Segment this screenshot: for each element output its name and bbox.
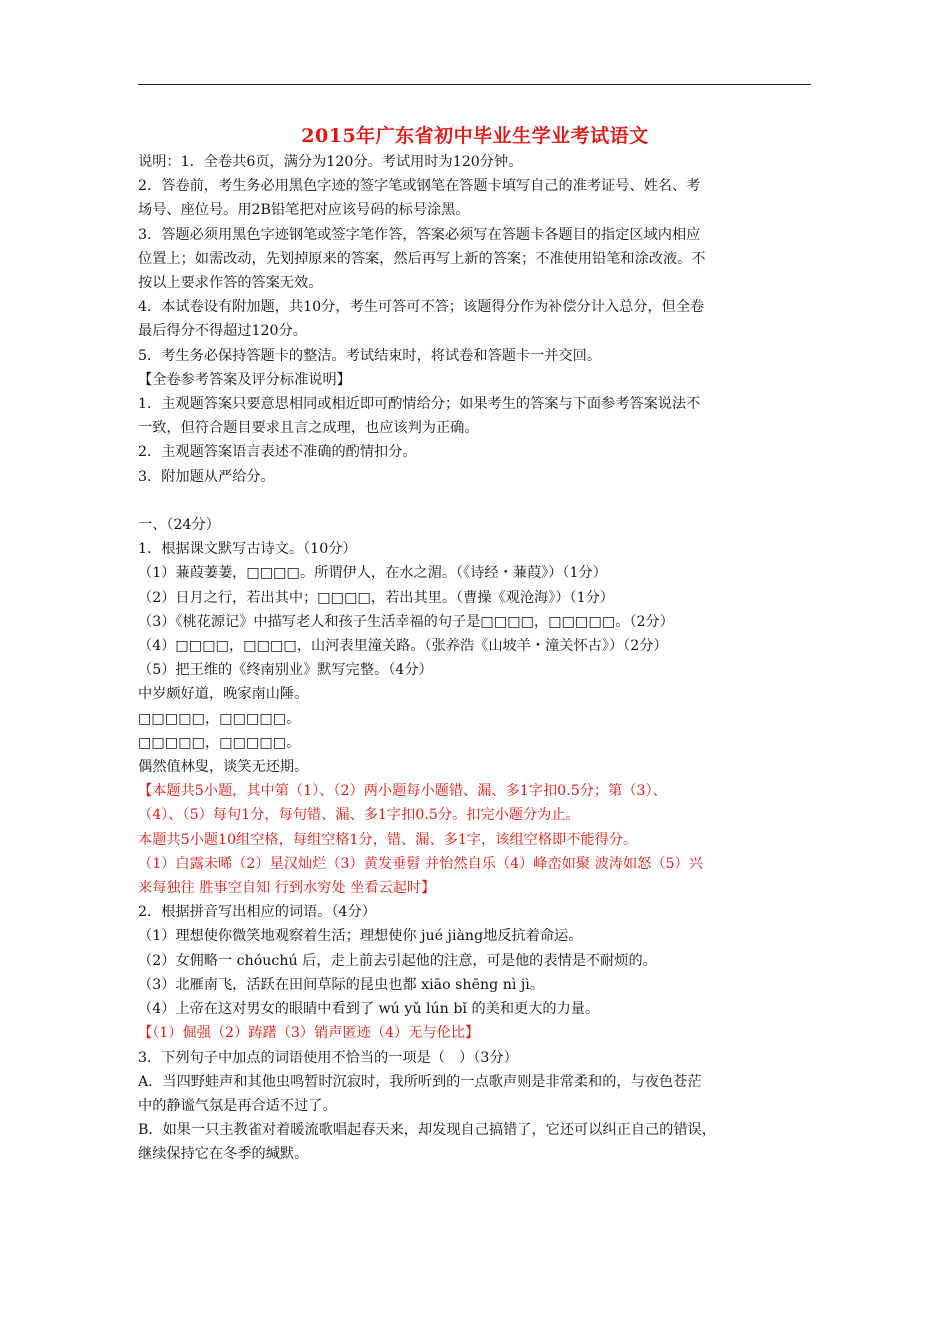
answer-line: （1）白露未晞（2）星汉灿烂（3）黄发垂髫 并怡然自乐（4）峰峦如聚 波涛如怒（5）兴 bbox=[138, 855, 703, 872]
answer-line: 来每独往 胜事空自知 行到水穷处 坐看云起时】 bbox=[138, 880, 436, 897]
scoring-notes bbox=[138, 368, 814, 489]
instruction-line: 5．考生务必保持答题卡的整洁。考试结束时，将试卷和答题卡一并交回。 bbox=[138, 347, 602, 364]
instruction-line: 场号、座位号。用2B铅笔把对应该号码的标号涂黑。 bbox=[138, 202, 470, 219]
scoring-heading: 【全卷参考答案及评分标准说明】 bbox=[138, 371, 351, 388]
poem-line: □□□□□，□□□□□。 bbox=[138, 710, 301, 727]
option-line: A．当四野蛙声和其他虫鸣暂时沉寂时，我所听到的一点歌声则是非常柔和的，与夜色苍茫 bbox=[138, 1073, 702, 1090]
option-line: B．如果一只主教雀对着暖流歌唱起春天来，却发现自己搞错了，它还可以纠正自己的错误， bbox=[138, 1122, 716, 1139]
question-item: （4）□□□□，□□□□，山河表里潼关路。（张养浩《山坡羊・潼关怀古》）（2分） bbox=[138, 638, 668, 655]
answer-line: 【本题共5小题，其中第（1）、（2）两小题每小题错、漏、多1字扣0.5分；第（3）、 bbox=[138, 783, 667, 800]
instructions bbox=[138, 150, 814, 368]
question-item: （2）日月之行，若出其中；□□□□，若出其里。（曹操《观沧海》）（1分） bbox=[138, 589, 614, 606]
instruction-line: 位置上；如需改动，先划掉原来的答案，然后再写上新的答案；不准使用铅笔和涂改液。不 bbox=[138, 250, 706, 267]
scoring-line: 3．附加题从严给分。 bbox=[138, 468, 275, 485]
question-3 bbox=[138, 1046, 814, 1167]
option-line: 继续保持它在冬季的缄默。 bbox=[138, 1146, 309, 1163]
poem-line: 偶然值林叟，谈笑无还期。 bbox=[138, 759, 309, 776]
answer-line: （4）、（5）每句1分，每句错、漏、多1字扣0.5分。扣完小题分为止。 bbox=[138, 807, 580, 824]
question-stem: 2．根据拼音写出相应的词语。（4分） bbox=[138, 904, 376, 921]
question-item: （4）上帝在这对男女的眼睛中看到了 wú yǔ lún bǐ 的美和更大的力量。 bbox=[138, 1001, 600, 1018]
section-heading: 一、（24分） bbox=[138, 517, 220, 534]
question-item: （5）把王维的《终南别业》默写完整。（4分） bbox=[138, 662, 433, 679]
instruction-line: 4．本试卷设有附加题，共10分，考生可答可不答；该题得分作为补偿分计入总分，但全卷 bbox=[138, 299, 705, 316]
scoring-line: 1．主观题答案只要意思相同或相近即可酌情给分；如果考生的答案与下面参考答案说法不 bbox=[138, 396, 701, 413]
document-body bbox=[138, 150, 814, 1167]
question-item: （3）《桃花源记》中描写老人和孩子生活幸福的句子是□□□□，□□□□□。（2分） bbox=[138, 613, 674, 630]
instruction-line: 最后得分不得超过120分。 bbox=[138, 323, 307, 340]
poem-line: 中岁颇好道，晚家南山陲。 bbox=[138, 686, 309, 703]
instruction-line: 2．答卷前，考生务必用黑色字迹的签字笔或钢笔在答题卡填写自己的准考证号、姓名、考 bbox=[138, 178, 701, 195]
spacer bbox=[138, 489, 814, 513]
instruction-line: 3．答题必须用黑色字迹钢笔或签字笔作答，答案必须写在答题卡各题目的指定区域内相应 bbox=[138, 226, 701, 243]
question-item: （1）理想使你微笑地观察着生活；理想使你 jué jiàng地反抗着命运。 bbox=[138, 928, 583, 945]
option-line: 中的静谧气氛是再合适不过了。 bbox=[138, 1097, 337, 1114]
question-stem: 3．下列句子中加点的词语使用不恰当的一项是（ ）（3分） bbox=[138, 1049, 518, 1066]
instruction-line: 按以上要求作答的答案无效。 bbox=[138, 275, 323, 292]
answer-line: 【（1）倔强（2）踌躇（3）销声匿迹（4）无与伦比】 bbox=[138, 1025, 480, 1042]
scoring-line: 一致，但符合题目要求且言之成理，也应该判为正确。 bbox=[138, 420, 479, 437]
scoring-line: 2．主观题答案语言表述不准确的酌情扣分。 bbox=[138, 444, 417, 461]
section-one bbox=[138, 513, 814, 1166]
answer-line: 本题共5小题10组空格，每组空格1分，错、漏、多1字，该组空格即不能得分。 bbox=[138, 831, 638, 848]
header-rule bbox=[138, 84, 811, 85]
question-1 bbox=[138, 537, 814, 900]
poem-line: □□□□□，□□□□□。 bbox=[138, 734, 301, 751]
instruction-line: 说明：1．全卷共6页，满分为120分。考试用时为120分钟。 bbox=[138, 154, 523, 170]
question-item: （1）蒹葭萋萋，□□□□。所谓伊人，在水之湄。（《诗经・蒹葭》）（1分） bbox=[138, 565, 607, 582]
question-2 bbox=[138, 900, 814, 1045]
question-stem: 1．根据课文默写古诗文。（10分） bbox=[138, 541, 357, 558]
question-item: （2）女佣略一 chóuchú 后，走上前去引起他的注意，可是他的表情是不耐烦的。 bbox=[138, 952, 657, 969]
exam-title: 2015年广东省初中毕业生学业考试语文 bbox=[301, 125, 649, 147]
question-item: （3）北雁南飞，活跃在田间草际的昆虫也都 xiāo shēng nì jì。 bbox=[138, 976, 545, 993]
